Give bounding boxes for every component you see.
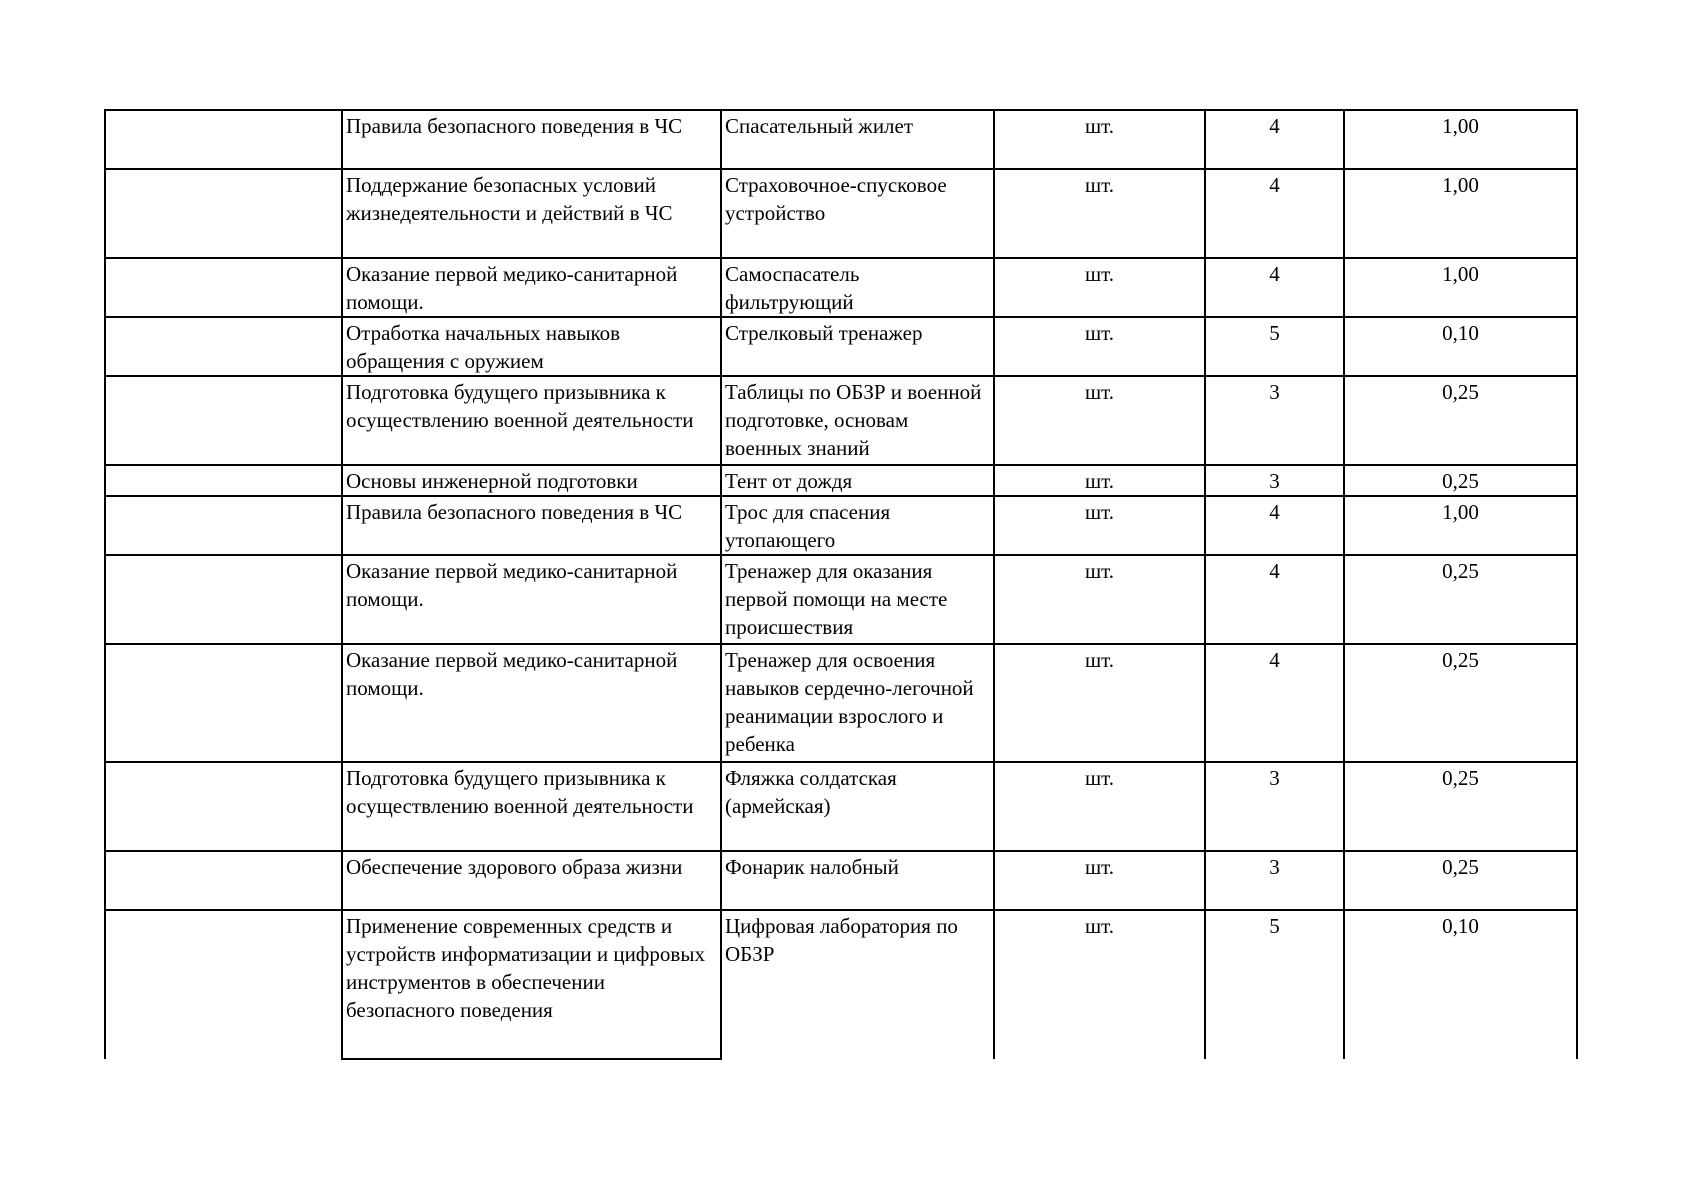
- unit-cell: шт.: [994, 555, 1205, 644]
- quantity-cell: 4: [1205, 644, 1344, 762]
- item-cell: Тренажер для освоения навыков сердечно-легочной реанимации взрослого и ребенка: [721, 644, 994, 762]
- topic-cell: Оказание первой медико-санитарной помощи.: [342, 555, 721, 644]
- topic-cell: Отработка начальных навыков обращения с оружием: [342, 317, 721, 376]
- quantity-cell: 3: [1205, 851, 1344, 910]
- table-row: [105, 762, 1577, 851]
- empty-cell: [105, 555, 342, 644]
- coefficient-cell: 0,25: [1344, 376, 1577, 465]
- coefficient-cell: 1,00: [1344, 496, 1577, 555]
- quantity-cell: 4: [1205, 169, 1344, 258]
- table-row: [105, 258, 1577, 317]
- empty-cell: [105, 258, 342, 317]
- unit-cell: шт.: [994, 110, 1205, 169]
- quantity-cell: 5: [1205, 910, 1344, 1059]
- unit-cell: шт.: [994, 169, 1205, 258]
- item-cell: Цифровая лаборатория по ОБЗР: [721, 910, 994, 1059]
- table-row: [105, 555, 1577, 644]
- coefficient-cell: 0,25: [1344, 762, 1577, 851]
- coefficient-cell: 0,25: [1344, 851, 1577, 910]
- coefficient-cell: 1,00: [1344, 169, 1577, 258]
- table-row: [105, 465, 1577, 496]
- quantity-cell: 4: [1205, 110, 1344, 169]
- coefficient-cell: 0,25: [1344, 555, 1577, 644]
- item-cell: Таблицы по ОБЗР и военной подготовке, основам военных знаний: [721, 376, 994, 465]
- quantity-cell: 3: [1205, 376, 1344, 465]
- quantity-cell: 4: [1205, 555, 1344, 644]
- quantity-cell: 5: [1205, 317, 1344, 376]
- quantity-cell: 3: [1205, 762, 1344, 851]
- coefficient-cell: 0,25: [1344, 644, 1577, 762]
- coefficient-cell: 1,00: [1344, 110, 1577, 169]
- topic-cell: Правила безопасного поведения в ЧС: [342, 496, 721, 555]
- empty-cell: [105, 644, 342, 762]
- item-cell: Страховочное-спусковое устройство: [721, 169, 994, 258]
- empty-cell: [105, 910, 342, 1059]
- item-cell: Тент от дождя: [721, 465, 994, 496]
- table-row: [105, 851, 1577, 910]
- empty-cell: [105, 317, 342, 376]
- unit-cell: шт.: [994, 851, 1205, 910]
- coefficient-cell: 0,10: [1344, 317, 1577, 376]
- equipment-table: [104, 109, 1578, 1060]
- coefficient-cell: 0,10: [1344, 910, 1577, 1059]
- topic-cell: Применение современных средств и устройств информатизации и цифровых инструментов в обеспечении безопасного поведения: [342, 910, 721, 1059]
- table-row: [105, 644, 1577, 762]
- topic-cell: Подготовка будущего призывника к осуществлению военной деятельности: [342, 376, 721, 465]
- item-cell: Трос для спасения утопающего: [721, 496, 994, 555]
- empty-cell: [105, 851, 342, 910]
- unit-cell: шт.: [994, 258, 1205, 317]
- unit-cell: шт.: [994, 496, 1205, 555]
- unit-cell: шт.: [994, 317, 1205, 376]
- empty-cell: [105, 762, 342, 851]
- unit-cell: шт.: [994, 910, 1205, 1059]
- topic-cell: Поддержание безопасных условий жизнедеятельности и действий в ЧС: [342, 169, 721, 258]
- item-cell: Фонарик налобный: [721, 851, 994, 910]
- unit-cell: шт.: [994, 376, 1205, 465]
- item-cell: Тренажер для оказания первой помощи на месте происшествия: [721, 555, 994, 644]
- topic-cell: Подготовка будущего призывника к осуществлению военной деятельности: [342, 762, 721, 851]
- table-row: [105, 910, 1577, 1059]
- quantity-cell: 4: [1205, 496, 1344, 555]
- topic-cell: Оказание первой медико-санитарной помощи.: [342, 258, 721, 317]
- empty-cell: [105, 376, 342, 465]
- topic-cell: Обеспечение здорового образа жизни: [342, 851, 721, 910]
- empty-cell: [105, 496, 342, 555]
- unit-cell: шт.: [994, 465, 1205, 496]
- item-cell: Самоспасатель фильтрующий: [721, 258, 994, 317]
- table-row: [105, 317, 1577, 376]
- table-row: [105, 496, 1577, 555]
- item-cell: Спасательный жилет: [721, 110, 994, 169]
- quantity-cell: 4: [1205, 258, 1344, 317]
- empty-cell: [105, 465, 342, 496]
- table-row: [105, 376, 1577, 465]
- empty-cell: [105, 110, 342, 169]
- coefficient-cell: 0,25: [1344, 465, 1577, 496]
- coefficient-cell: 1,00: [1344, 258, 1577, 317]
- empty-cell: [105, 169, 342, 258]
- table-row: [105, 169, 1577, 258]
- item-cell: Фляжка солдатская (армейская): [721, 762, 994, 851]
- unit-cell: шт.: [994, 644, 1205, 762]
- unit-cell: шт.: [994, 762, 1205, 851]
- item-cell: Стрелковый тренажер: [721, 317, 994, 376]
- topic-cell: Оказание первой медико-санитарной помощи.: [342, 644, 721, 762]
- topic-cell: Основы инженерной подготовки: [342, 465, 721, 496]
- quantity-cell: 3: [1205, 465, 1344, 496]
- table-row: [105, 110, 1577, 169]
- topic-cell: Правила безопасного поведения в ЧС: [342, 110, 721, 169]
